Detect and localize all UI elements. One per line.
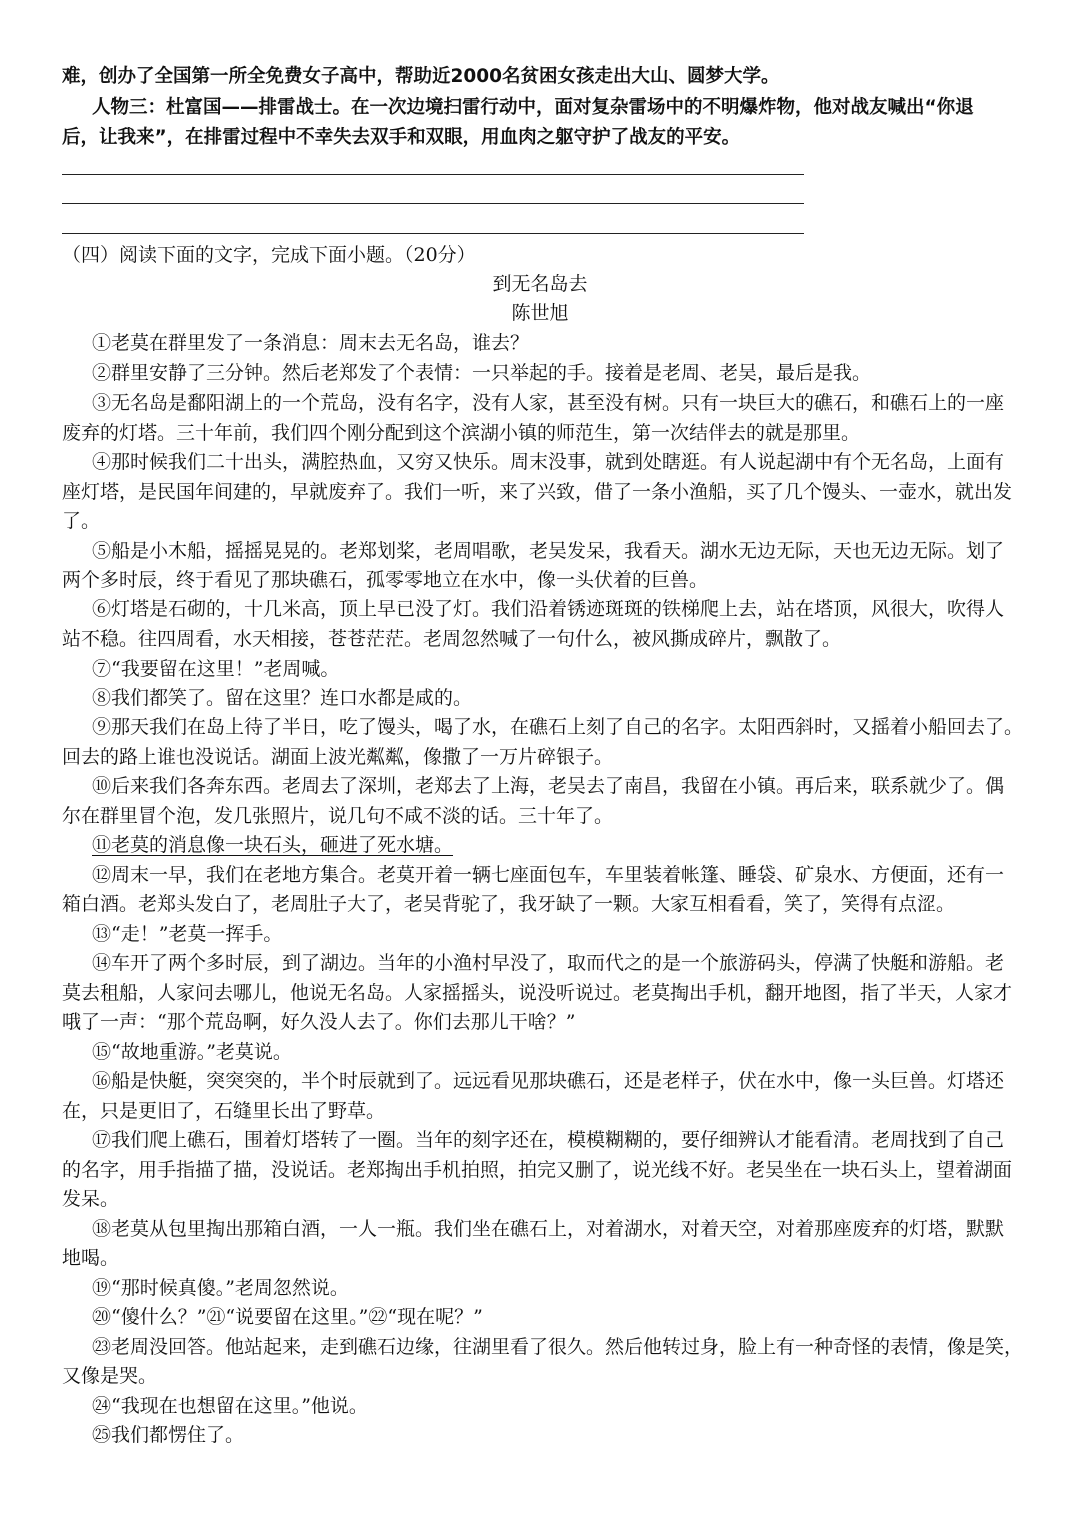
paragraph-line: ⑱老莫从包里掏出那箱白酒，一人一瓶。我们坐在礁石上，对着湖水，对着天空，对着那座废弃的灯塔，默默 [92,1218,1005,1240]
paragraph-line: ㉔“我现在也想留在这里。”他说。 [92,1395,368,1417]
paragraph-line: 发呆。 [62,1188,120,1210]
paragraph-line: ⑫周末一早，我们在老地方集合。老莫开着一辆七座面包车，车里装着帐篷、睡袋、矿泉水、方便面，还有一 [92,864,1005,886]
paragraph-line: 在，只是更旧了，石缝里长出了野草。 [62,1100,386,1122]
paragraph-line: ⑰我们爬上礁石，围着灯塔转了一圈。当年的刻字还在，模模糊糊的，要仔细辨认才能看清。老周找到了自己 [92,1129,1005,1151]
paragraph-line: ⑮“故地重游。”老莫说。 [92,1041,292,1063]
answer-line-3 [62,233,804,234]
paragraph-line: ⑲“那时候真傻。”老周忽然说。 [92,1277,349,1299]
paragraph-line: ⑯船是快艇，突突突的，半个时辰就到了。远远看见那块礁石，还是老样子，伏在水中，像一头巨兽。灯塔还 [92,1070,1005,1092]
paragraph-line: ⑳“傻什么？”㉑“说要留在这里。”㉒“现在呢？” [92,1306,483,1328]
section-heading: （四）阅读下面的文字，完成下面小题。（20分） [62,244,476,266]
paragraph-line: ⑭车开了两个多时辰，到了湖边。当年的小渔村早没了，取而代之的是一个旅游码头，停满了快艇和游船。老 [92,952,1005,974]
paragraph-line: 哦了一声：“那个荒岛啊，好久没人去了。你们去那儿干啥？” [62,1011,576,1033]
paragraph-line: 箱白酒。老郑头发白了，老周肚子大了，老吴背驼了，我牙缺了一颗。大家互相看看，笑了，笑得有点涩。 [62,893,956,915]
answer-line-2 [62,203,804,204]
paragraph-line: ⑥灯塔是石砌的，十几米高，顶上早已没了灯。我们沿着锈迹斑斑的铁梯爬上去，站在塔顶，风很大，吹得人 [92,598,1005,620]
paragraph-line: ①老莫在群里发了一条消息：周末去无名岛，谁去？ [92,332,530,354]
underlined-sentence: ⑪老莫的消息像一块石头，砸进了死水塘。 [92,834,454,856]
answer-line-1 [62,174,804,175]
paragraph-line: 两个多时辰，终于看见了那块礁石，孤零零地立在水中，像一头伏着的巨兽。 [62,569,709,591]
intro-line-1: 难，创办了全国第一所全免费女子高中，帮助近2000名贫困女孩走出大山、圆梦大学。 [62,66,780,87]
paragraph-line: ⑦“我要留在这里！”老周喊。 [92,658,340,680]
paragraph-line: ②群里安静了三分钟。然后老郑发了个表情：一只举起的手。接着是老周、老吴，最后是我。 [92,362,872,384]
paragraph-line-underlined [62,830,1024,860]
paragraph-line: ⑨那天我们在岛上待了半日，吃了馒头，喝了水，在礁石上刻了自己的名字。太阳西斜时，又摇着小船回去了。 [92,716,1024,738]
paragraph-line: ㉕我们都愣住了。 [92,1424,245,1446]
paragraph-line: ④那时候我们二十出头，满腔热血，又穷又快乐。周末没事，就到处瞎逛。有人说起湖中有个无名岛，上面有 [92,451,1005,473]
paragraph-line: ⑧我们都笑了。留在这里？连口水都是咸的。 [92,687,473,709]
paragraph-line: 地喝。 [62,1247,120,1269]
paragraph-line: 尔在群里冒个泡，发几张照片，说几句不咸不淡的话。三十年了。 [62,805,614,827]
article-title: 到无名岛去 [492,273,588,295]
paragraph-line: 又像是哭。 [62,1365,158,1387]
paragraph-line: ⑩后来我们各奔东西。老周去了深圳，老郑去了上海，老吴去了南昌，我留在小镇。再后来，联系就少了。偶 [92,775,1005,797]
paragraph-line: ③无名岛是鄱阳湖上的一个荒岛，没有名字，没有人家，甚至没有树。只有一块巨大的礁石，和礁石上的一座 [92,392,1005,414]
paragraph-line: ⑬“走！”老莫一挥手。 [92,923,283,945]
paragraph-line: ⑤船是小木船，摇摇晃晃的。老郑划桨，老周唱歌，老吴发呆，我看天。湖水无边无际，天也无边无际。划了 [92,540,1005,562]
paragraph-line: 回去的路上谁也没说话。湖面上波光粼粼，像撒了一万片碎银子。 [62,746,614,768]
paragraph-line: 的名字，用手指描了描，没说话。老郑掏出手机拍照，拍完又删了，说光线不好。老吴坐在一块石头上，望着湖面 [62,1159,1013,1181]
paragraph-line: ㉓老周没回答。他站起来，走到礁石边缘，往湖里看了很久。然后他转过身，脸上有一种奇怪的表情，像是笑， [92,1336,1024,1358]
paragraph-line: 了。 [62,510,101,532]
paragraph-line: 座灯塔，是民国年间建的，早就废弃了。我们一听，来了兴致，借了一条小渔船，买了几个馒头、一壶水，就出发 [62,481,1013,503]
paragraph-line: 莫去租船，人家问去哪儿，他说无名岛。人家摇摇头，说没听说过。老莫掏出手机，翻开地图，指了半天，人家才 [62,982,1013,1004]
intro-line-3: 后，让我来”，在排雷过程中不幸失去双手和双眼，用血肉之躯守护了战友的平安。 [62,127,741,148]
intro-line-2: 人物三：杜富国——排雷战士。在一次边境扫雷行动中，面对复杂雷场中的不明爆炸物，他对战友喊出“你退 [92,97,974,118]
article-author: 陈世旭 [511,302,569,324]
paragraph-line: 站不稳。往四周看，水天相接，苍苍茫茫。老周忽然喊了一句什么，被风撕成碎片，飘散了。 [62,628,842,650]
paragraph-line: 废弃的灯塔。三十年前，我们四个刚分配到这个滨湖小镇的师范生，第一次结伴去的就是那里。 [62,422,861,444]
